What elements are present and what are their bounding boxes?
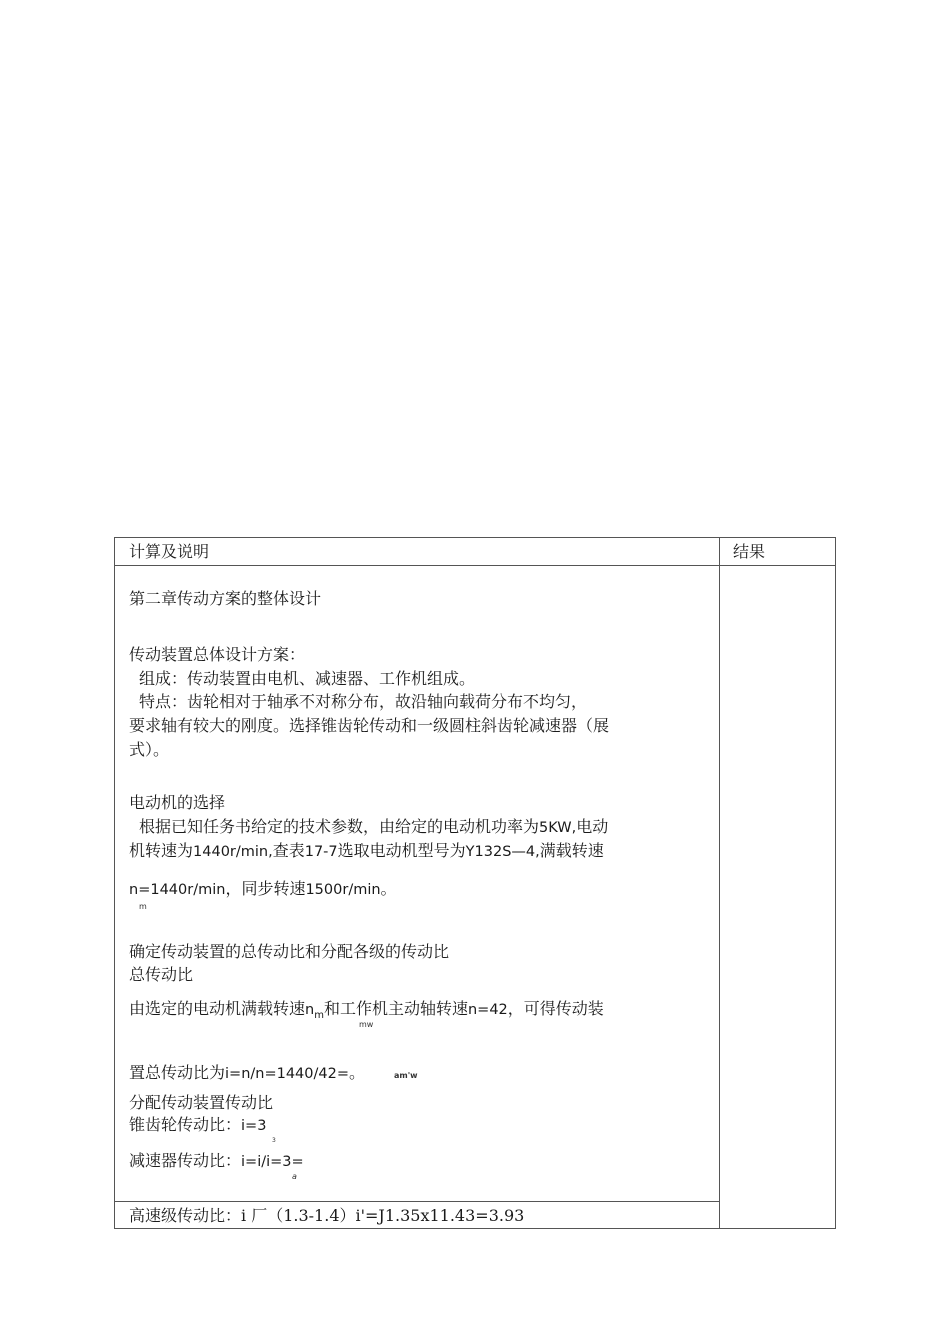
ratio-reducer-label: 减速器传动比：	[129, 1151, 242, 1170]
scheme-feature-line1: 特点：齿轮相对于轴承不对称分布，故沿轴向载荷分布不均匀，	[139, 692, 588, 711]
ratio-bevel-value: i=3	[241, 1118, 267, 1134]
motor-line3-end: 。	[380, 879, 397, 898]
header-result: 结果	[733, 542, 766, 561]
ratio-subscript-am-text: am	[394, 1071, 408, 1080]
ratio-heading: 确定传动装置的总传动比和分配各级的传动比	[129, 942, 450, 961]
motor-power: 5KW,	[539, 820, 577, 836]
motor-speed: 1440r/min,	[193, 844, 273, 860]
ratio-total-heading: 总传动比	[129, 965, 194, 984]
scheme-heading: 传动装置总体设计方案：	[129, 645, 306, 664]
motor-line2	[129, 841, 604, 862]
motor-line2-text-e: 选取电动机型号为	[337, 841, 466, 860]
motor-model: Y132S—4,	[465, 844, 540, 860]
ratio-n-symbol: n	[305, 1002, 315, 1018]
scheme-feature-line3: 式）。	[129, 740, 170, 759]
calculation-table	[114, 537, 836, 1229]
high-speed-ratio-row: 高速级传动比：i 厂（1.3-1.4）i'=J1.35x11.43=3.93	[129, 1206, 525, 1225]
ratio-line1-text-d: ，可得传动装	[507, 999, 604, 1018]
motor-line3	[129, 879, 397, 900]
ratio-reducer-subscript: a	[292, 1172, 297, 1181]
motor-line2-text-g: 满载转速	[539, 841, 604, 860]
scheme-composition: 组成：传动装置由电机、减速器、工作机组成。	[139, 669, 476, 688]
ratio-line2	[129, 1063, 365, 1084]
ratio-reducer-value: i=i/i=3=	[241, 1154, 304, 1170]
ratio-line2-end: 。	[349, 1063, 366, 1082]
ratio-line2-text-a: 置总传动比为	[129, 1063, 226, 1082]
motor-line1-text: 根据已知任务书给定的技术参数，由给定的电动机功率为	[139, 817, 540, 836]
motor-line3-text-b: ，同步转速	[225, 879, 306, 898]
motor-full-load-speed: n=1440r/min	[129, 882, 226, 898]
last-row-divider	[115, 1201, 720, 1202]
ratio-subscript-mw: mw	[359, 1020, 374, 1029]
header-divider	[115, 565, 835, 566]
ratio-total-formula: i=n/n=1440/42=	[225, 1066, 349, 1082]
chapter-title: 第二章传动方案的整体设计	[129, 589, 322, 608]
motor-line1-end: 电动	[576, 817, 609, 836]
motor-line1	[139, 817, 608, 838]
header-calc-explanation: 计算及说明	[129, 542, 210, 561]
ratio-work-speed: n=42	[467, 1002, 508, 1018]
motor-heading: 电动机的选择	[129, 793, 226, 812]
ratio-bevel	[129, 1115, 266, 1136]
ratio-bevel-subscript: 3	[272, 1137, 276, 1144]
ratio-n-subscript: m	[314, 1010, 324, 1022]
motor-table-ref: 17-7	[304, 844, 338, 860]
ratio-line1-text-a: 由选定的电动机满载转速	[129, 999, 306, 1018]
motor-line2-text-a: 机转速为	[129, 841, 194, 860]
ratio-dist-heading: 分配传动装置传动比	[129, 1093, 274, 1112]
ratio-subscript-am	[394, 1071, 418, 1080]
ratio-bevel-label: 锥齿轮传动比：	[129, 1115, 242, 1134]
motor-sync-speed: 1500r/min	[305, 882, 381, 898]
ratio-subscript-w-text: 'w	[407, 1071, 418, 1080]
ratio-reducer	[129, 1151, 304, 1172]
ratio-line1-text-b: 和工作机主动轴转速	[323, 999, 468, 1018]
motor-line2-text-c: 查表	[272, 841, 305, 860]
scheme-feature-line2: 要求轴有较大的刚度。选择锥齿轮传动和一级圆柱斜齿轮减速器（展	[129, 716, 610, 735]
motor-subscript-m: m	[139, 902, 147, 911]
column-divider	[719, 538, 720, 1228]
